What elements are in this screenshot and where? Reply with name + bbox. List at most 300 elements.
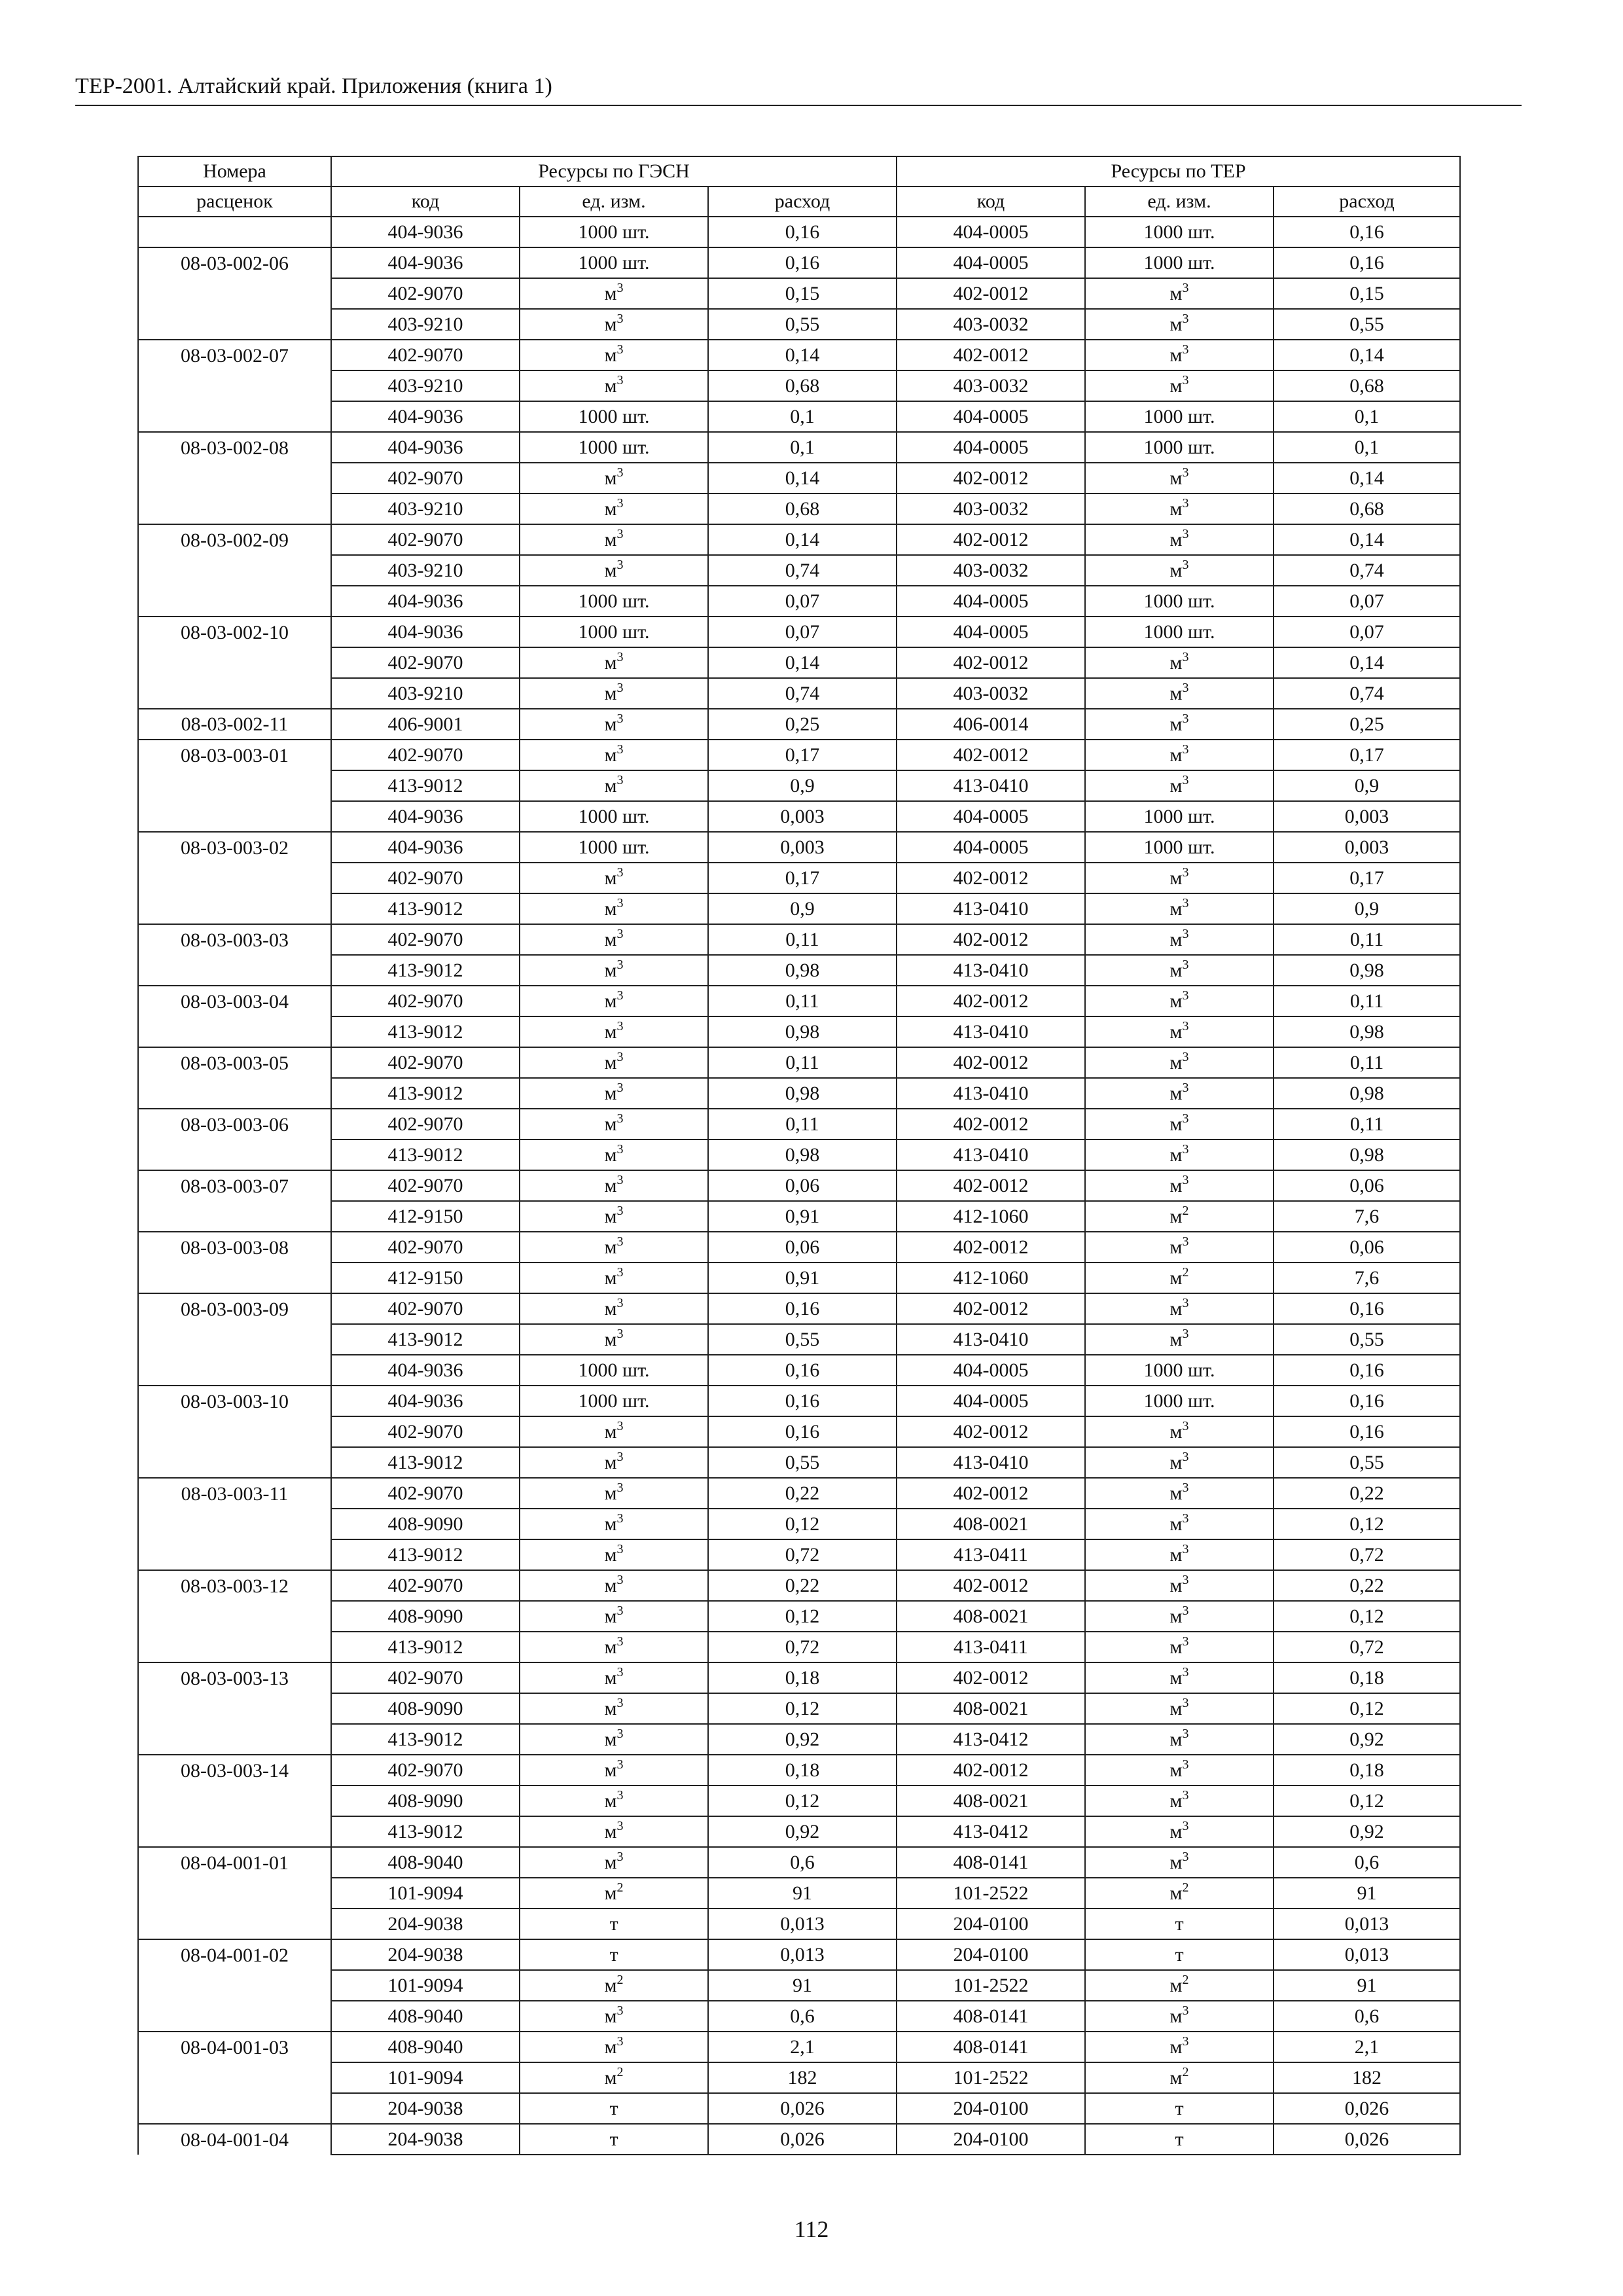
gesn-code-cell: 403-9210 xyxy=(331,678,520,709)
gesn-code-cell: 413-9012 xyxy=(331,1539,520,1570)
gesn-amount-cell: 0,6 xyxy=(708,1847,897,1878)
table-row xyxy=(138,1632,1460,1662)
unit-exponent: 3 xyxy=(1182,1019,1189,1033)
rate-number-cell: 08-03-002-11 xyxy=(138,709,331,740)
unit-exponent: 3 xyxy=(616,1573,624,1587)
unit-exponent: 3 xyxy=(616,1173,624,1187)
ter-code-cell: 402-0012 xyxy=(897,1662,1085,1693)
ter-code-cell: 403-0032 xyxy=(897,370,1085,401)
unit-exponent: 3 xyxy=(616,1327,624,1341)
gesn-unit-cell: $м^3$ xyxy=(520,1693,708,1724)
unit-exponent: 3 xyxy=(616,496,624,511)
gesn-amount-cell: 0,003 xyxy=(708,832,897,863)
ter-code-cell: 402-0012 xyxy=(897,986,1085,1016)
ter-unit-cell: $м^2$ xyxy=(1085,1201,1274,1232)
gesn-amount-cell: 0,06 xyxy=(708,1170,897,1201)
ter-code-cell: 204-0100 xyxy=(897,1939,1085,1970)
table-row xyxy=(138,432,1460,463)
ter-unit-cell: $м^3$ xyxy=(1085,1847,1274,1878)
ter-unit-cell: $м^3$ xyxy=(1085,1816,1274,1847)
gesn-amount-cell: 0,72 xyxy=(708,1539,897,1570)
col-header-ter-amount: расход xyxy=(1274,187,1460,217)
ter-unit-cell: $м^3$ xyxy=(1085,1662,1274,1693)
unit-exponent: 3 xyxy=(1182,527,1189,541)
ter-amount-cell: 0,98 xyxy=(1274,1139,1460,1170)
unit-exponent: 3 xyxy=(1182,1081,1189,1095)
gesn-amount-cell: 0,013 xyxy=(708,1939,897,1970)
ter-code-cell: 204-0100 xyxy=(897,2093,1085,2124)
rate-number-cell: 08-03-003-04 xyxy=(138,986,331,1016)
gesn-amount-cell: 0,17 xyxy=(708,740,897,770)
rate-number-cell xyxy=(138,1970,331,2001)
table-row xyxy=(138,1785,1460,1816)
ter-amount-cell: 0,17 xyxy=(1274,863,1460,893)
gesn-code-cell: 408-9040 xyxy=(331,2001,520,2032)
unit-exponent: 3 xyxy=(1182,1511,1189,1526)
gesn-unit-cell: $м^3$ xyxy=(520,893,708,924)
resource-table xyxy=(137,156,1461,2155)
ter-amount-cell: 0,16 xyxy=(1274,247,1460,278)
gesn-code-cell: 413-9012 xyxy=(331,1139,520,1170)
gesn-unit-cell: $м^3$ xyxy=(520,370,708,401)
table-row xyxy=(138,309,1460,340)
gesn-code-cell: 413-9012 xyxy=(331,1324,520,1355)
unit-exponent: 3 xyxy=(1182,1173,1189,1187)
gesn-amount-cell: 0,98 xyxy=(708,1016,897,1047)
gesn-unit-cell: $м^3$ xyxy=(520,1201,708,1232)
ter-code-cell: 402-0012 xyxy=(897,278,1085,309)
gesn-amount-cell: 91 xyxy=(708,1878,897,1909)
gesn-amount-cell: 0,026 xyxy=(708,2093,897,2124)
unit-exponent: 3 xyxy=(1182,1480,1189,1495)
ter-unit-cell: т xyxy=(1085,2124,1274,2155)
gesn-unit-cell: $м^3$ xyxy=(520,2001,708,2032)
unit-exponent: 3 xyxy=(1182,1850,1189,1864)
gesn-unit-cell: $м^3$ xyxy=(520,1047,708,1078)
rate-number-cell xyxy=(138,1878,331,1909)
gesn-unit-cell: $м^3$ xyxy=(520,1601,708,1632)
gesn-unit-cell: $м^3$ xyxy=(520,1478,708,1509)
ter-unit-cell: 1000 шт. xyxy=(1085,217,1274,247)
ter-code-cell: 406-0014 xyxy=(897,709,1085,740)
gesn-amount-cell: 0,14 xyxy=(708,340,897,370)
gesn-amount-cell: 0,07 xyxy=(708,586,897,617)
unit-exponent: 3 xyxy=(1182,742,1189,757)
unit-exponent: 3 xyxy=(616,1019,624,1033)
unit-exponent: 3 xyxy=(1182,1819,1189,1833)
gesn-unit-cell: $м^3$ xyxy=(520,1570,708,1601)
rate-number-cell: 08-03-003-05 xyxy=(138,1047,331,1078)
table-row xyxy=(138,1755,1460,1785)
ter-code-cell: 408-0021 xyxy=(897,1601,1085,1632)
unit-exponent: 3 xyxy=(616,865,624,880)
ter-amount-cell: 0,003 xyxy=(1274,832,1460,863)
unit-exponent: 3 xyxy=(1182,896,1189,910)
ter-code-cell: 402-0012 xyxy=(897,1232,1085,1263)
unit-exponent: 3 xyxy=(616,958,624,972)
rate-number-cell xyxy=(138,586,331,617)
table-row xyxy=(138,1109,1460,1139)
gesn-code-cell: 412-9150 xyxy=(331,1263,520,1293)
table-row xyxy=(138,1539,1460,1570)
gesn-unit-cell: 1000 шт. xyxy=(520,1355,708,1386)
ter-amount-cell: 0,72 xyxy=(1274,1539,1460,1570)
table-row xyxy=(138,1570,1460,1601)
table-row xyxy=(138,1816,1460,1847)
gesn-unit-cell: $м^3$ xyxy=(520,493,708,524)
rate-number-cell xyxy=(138,1785,331,1816)
rate-number-cell xyxy=(138,2001,331,2032)
group-header-ter: Ресурсы по ТЕР xyxy=(897,156,1460,187)
gesn-code-cell: 403-9210 xyxy=(331,309,520,340)
ter-code-cell: 413-0410 xyxy=(897,1139,1085,1170)
unit-exponent: 3 xyxy=(1182,1142,1189,1157)
table-row xyxy=(138,493,1460,524)
gesn-amount-cell: 0,55 xyxy=(708,1447,897,1478)
ter-amount-cell: 0,16 xyxy=(1274,1416,1460,1447)
ter-code-cell: 403-0032 xyxy=(897,555,1085,586)
gesn-amount-cell: 0,25 xyxy=(708,709,897,740)
gesn-code-cell: 408-9090 xyxy=(331,1601,520,1632)
ter-code-cell: 404-0005 xyxy=(897,617,1085,647)
ter-code-cell: 404-0005 xyxy=(897,432,1085,463)
gesn-code-cell: 404-9036 xyxy=(331,401,520,432)
ter-code-cell: 101-2522 xyxy=(897,1970,1085,2001)
rate-number-cell: 08-03-003-14 xyxy=(138,1755,331,1785)
unit-exponent: 3 xyxy=(616,1788,624,1803)
ter-unit-cell: $м^2$ xyxy=(1085,1878,1274,1909)
unit-exponent: 3 xyxy=(1182,342,1189,357)
ter-unit-cell: $м^3$ xyxy=(1085,1785,1274,1816)
rate-number-cell: 08-04-001-03 xyxy=(138,2032,331,2062)
gesn-code-cell: 402-9070 xyxy=(331,1755,520,1785)
rate-number-cell xyxy=(138,1509,331,1539)
ter-unit-cell: $м^3$ xyxy=(1085,1539,1274,1570)
rate-number-cell xyxy=(138,955,331,986)
unit-exponent: 3 xyxy=(616,281,624,295)
gesn-amount-cell: 91 xyxy=(708,1970,897,2001)
unit-exponent: 3 xyxy=(1182,1665,1189,1679)
unit-exponent: 3 xyxy=(616,1204,624,1218)
table-row xyxy=(138,1232,1460,1263)
unit-exponent: 3 xyxy=(616,988,624,1003)
ter-unit-cell: $м^3$ xyxy=(1085,1170,1274,1201)
ter-amount-cell: 0,06 xyxy=(1274,1170,1460,1201)
gesn-code-cell: 402-9070 xyxy=(331,1662,520,1693)
table-row xyxy=(138,2001,1460,2032)
rate-number-cell: 08-04-001-02 xyxy=(138,1939,331,1970)
gesn-unit-cell: $м^3$ xyxy=(520,1785,708,1816)
ter-amount-cell: 0,98 xyxy=(1274,1016,1460,1047)
gesn-amount-cell: 0,98 xyxy=(708,1078,897,1109)
gesn-amount-cell: 0,16 xyxy=(708,1416,897,1447)
ter-unit-cell: $м^3$ xyxy=(1085,1293,1274,1324)
unit-exponent: 3 xyxy=(616,681,624,695)
gesn-unit-cell: т xyxy=(520,1939,708,1970)
unit-exponent: 3 xyxy=(1182,1727,1189,1741)
ter-code-cell: 403-0032 xyxy=(897,678,1085,709)
rate-number-cell: 08-03-003-10 xyxy=(138,1386,331,1416)
gesn-code-cell: 402-9070 xyxy=(331,986,520,1016)
ter-code-cell: 413-0411 xyxy=(897,1539,1085,1570)
gesn-code-cell: 402-9070 xyxy=(331,1232,520,1263)
ter-unit-cell: 1000 шт. xyxy=(1085,801,1274,832)
gesn-unit-cell: $м^3$ xyxy=(520,278,708,309)
table-row xyxy=(138,1355,1460,1386)
ter-amount-cell: 0,9 xyxy=(1274,893,1460,924)
ter-amount-cell: 0,013 xyxy=(1274,1909,1460,1939)
gesn-unit-cell: т xyxy=(520,2093,708,2124)
ter-unit-cell: 1000 шт. xyxy=(1085,432,1274,463)
ter-unit-cell: $м^3$ xyxy=(1085,555,1274,586)
table-row xyxy=(138,1139,1460,1170)
ter-code-cell: 402-0012 xyxy=(897,1293,1085,1324)
col-header-number-line1: Номера xyxy=(138,156,331,187)
rate-number-cell xyxy=(138,678,331,709)
ter-code-cell: 402-0012 xyxy=(897,647,1085,678)
ter-code-cell: 408-0021 xyxy=(897,1693,1085,1724)
ter-code-cell: 403-0032 xyxy=(897,309,1085,340)
ter-amount-cell: 0,25 xyxy=(1274,709,1460,740)
ter-code-cell: 402-0012 xyxy=(897,1047,1085,1078)
unit-exponent: 3 xyxy=(616,1296,624,1310)
ter-code-cell: 408-0141 xyxy=(897,2001,1085,2032)
ter-unit-cell: 1000 шт. xyxy=(1085,1355,1274,1386)
table-row xyxy=(138,247,1460,278)
gesn-amount-cell: 0,9 xyxy=(708,770,897,801)
ter-amount-cell: 0,92 xyxy=(1274,1724,1460,1755)
gesn-unit-cell: $м^2$ xyxy=(520,1878,708,1909)
rate-number-cell: 08-04-001-01 xyxy=(138,1847,331,1878)
ter-code-cell: 403-0032 xyxy=(897,493,1085,524)
ter-amount-cell: 0,12 xyxy=(1274,1693,1460,1724)
rate-number-cell xyxy=(138,1816,331,1847)
rate-number-cell xyxy=(138,647,331,678)
unit-exponent: 3 xyxy=(1182,1604,1189,1618)
unit-exponent: 2 xyxy=(1182,1265,1189,1280)
ter-code-cell: 404-0005 xyxy=(897,401,1085,432)
gesn-amount-cell: 0,68 xyxy=(708,370,897,401)
ter-code-cell: 404-0005 xyxy=(897,1386,1085,1416)
gesn-unit-cell: $м^3$ xyxy=(520,924,708,955)
gesn-code-cell: 204-9038 xyxy=(331,2093,520,2124)
table-row xyxy=(138,2093,1460,2124)
gesn-unit-cell: $м^3$ xyxy=(520,555,708,586)
gesn-unit-cell: $м^3$ xyxy=(520,1139,708,1170)
ter-code-cell: 404-0005 xyxy=(897,586,1085,617)
ter-code-cell: 413-0410 xyxy=(897,1016,1085,1047)
ter-amount-cell: 2,1 xyxy=(1274,2032,1460,2062)
ter-amount-cell: 0,92 xyxy=(1274,1816,1460,1847)
ter-code-cell: 404-0005 xyxy=(897,1355,1085,1386)
ter-amount-cell: 0,013 xyxy=(1274,1939,1460,1970)
rate-number-cell: 08-03-003-13 xyxy=(138,1662,331,1693)
unit-exponent: 3 xyxy=(1182,711,1189,726)
ter-amount-cell: 91 xyxy=(1274,1878,1460,1909)
gesn-amount-cell: 0,17 xyxy=(708,863,897,893)
gesn-amount-cell: 0,11 xyxy=(708,924,897,955)
gesn-code-cell: 403-9210 xyxy=(331,370,520,401)
table-row xyxy=(138,2032,1460,2062)
ter-code-cell: 413-0411 xyxy=(897,1632,1085,1662)
rate-number-cell: 08-03-003-01 xyxy=(138,740,331,770)
rate-number-cell: 08-03-003-07 xyxy=(138,1170,331,1201)
unit-exponent: 3 xyxy=(1182,1234,1189,1249)
ter-unit-cell: $м^2$ xyxy=(1085,1970,1274,2001)
gesn-amount-cell: 0,11 xyxy=(708,986,897,1016)
rate-number-cell xyxy=(138,309,331,340)
gesn-amount-cell: 0,003 xyxy=(708,801,897,832)
unit-exponent: 2 xyxy=(1182,1204,1189,1218)
ter-amount-cell: 0,1 xyxy=(1274,432,1460,463)
table-row xyxy=(138,2062,1460,2093)
ter-code-cell: 413-0410 xyxy=(897,1447,1085,1478)
gesn-unit-cell: $м^3$ xyxy=(520,340,708,370)
gesn-amount-cell: 0,16 xyxy=(708,247,897,278)
ter-unit-cell: т xyxy=(1085,2093,1274,2124)
ter-amount-cell: 0,98 xyxy=(1274,955,1460,986)
ter-amount-cell: 0,026 xyxy=(1274,2093,1460,2124)
gesn-code-cell: 404-9036 xyxy=(331,1386,520,1416)
gesn-unit-cell: $м^3$ xyxy=(520,1416,708,1447)
unit-exponent: 2 xyxy=(616,1880,624,1895)
col-header-ter-unit: ед. изм. xyxy=(1085,187,1274,217)
ter-unit-cell: $м^3$ xyxy=(1085,1601,1274,1632)
ter-unit-cell: $м^3$ xyxy=(1085,1047,1274,1078)
gesn-code-cell: 413-9012 xyxy=(331,1078,520,1109)
table-row xyxy=(138,955,1460,986)
unit-exponent: 3 xyxy=(1182,958,1189,972)
gesn-amount-cell: 0,15 xyxy=(708,278,897,309)
unit-exponent: 3 xyxy=(616,1111,624,1126)
gesn-code-cell: 404-9036 xyxy=(331,1355,520,1386)
gesn-amount-cell: 0,013 xyxy=(708,1909,897,1939)
ter-amount-cell: 0,9 xyxy=(1274,770,1460,801)
unit-exponent: 3 xyxy=(1182,1419,1189,1433)
ter-code-cell: 402-0012 xyxy=(897,1570,1085,1601)
unit-exponent: 3 xyxy=(1182,650,1189,664)
gesn-amount-cell: 0,16 xyxy=(708,1293,897,1324)
unit-exponent: 3 xyxy=(1182,988,1189,1003)
gesn-unit-cell: $м^3$ xyxy=(520,1847,708,1878)
rate-number-cell: 08-03-002-10 xyxy=(138,617,331,647)
ter-code-cell: 413-0410 xyxy=(897,893,1085,924)
ter-amount-cell: 0,11 xyxy=(1274,986,1460,1016)
rate-number-cell xyxy=(138,1601,331,1632)
unit-exponent: 3 xyxy=(1182,773,1189,787)
gesn-code-cell: 402-9070 xyxy=(331,278,520,309)
ter-unit-cell: $м^3$ xyxy=(1085,493,1274,524)
gesn-code-cell: 402-9070 xyxy=(331,1109,520,1139)
unit-exponent: 3 xyxy=(616,342,624,357)
rate-number-cell: 08-03-002-06 xyxy=(138,247,331,278)
table-row xyxy=(138,278,1460,309)
table-row xyxy=(138,1016,1460,1047)
gesn-amount-cell: 0,12 xyxy=(708,1509,897,1539)
rate-number-cell: 08-03-003-09 xyxy=(138,1293,331,1324)
table-row xyxy=(138,524,1460,555)
gesn-code-cell: 408-9090 xyxy=(331,1785,520,1816)
unit-exponent: 3 xyxy=(1182,465,1189,480)
gesn-unit-cell: 1000 шт. xyxy=(520,832,708,863)
unit-exponent: 3 xyxy=(1182,681,1189,695)
gesn-amount-cell: 0,14 xyxy=(708,524,897,555)
gesn-code-cell: 101-9094 xyxy=(331,2062,520,2093)
gesn-unit-cell: $м^3$ xyxy=(520,1816,708,1847)
unit-exponent: 2 xyxy=(616,1973,624,1987)
gesn-code-cell: 403-9210 xyxy=(331,493,520,524)
gesn-amount-cell: 0,22 xyxy=(708,1478,897,1509)
gesn-code-cell: 204-9038 xyxy=(331,1909,520,1939)
table-row xyxy=(138,801,1460,832)
ter-code-cell: 408-0021 xyxy=(897,1509,1085,1539)
table-row xyxy=(138,647,1460,678)
gesn-amount-cell: 0,98 xyxy=(708,1139,897,1170)
table-row xyxy=(138,678,1460,709)
table-body xyxy=(138,217,1460,2155)
ter-code-cell: 413-0410 xyxy=(897,955,1085,986)
ter-unit-cell: $м^3$ xyxy=(1085,1139,1274,1170)
gesn-code-cell: 403-9210 xyxy=(331,555,520,586)
rate-number-cell xyxy=(138,2093,331,2124)
gesn-amount-cell: 0,12 xyxy=(708,1693,897,1724)
table-row xyxy=(138,401,1460,432)
rate-number-cell: 08-03-002-08 xyxy=(138,432,331,463)
table-row xyxy=(138,1293,1460,1324)
unit-exponent: 3 xyxy=(1182,1327,1189,1341)
gesn-amount-cell: 0,11 xyxy=(708,1047,897,1078)
gesn-code-cell: 404-9036 xyxy=(331,586,520,617)
ter-code-cell: 402-0012 xyxy=(897,1170,1085,1201)
ter-amount-cell: 0,11 xyxy=(1274,1047,1460,1078)
table-row xyxy=(138,340,1460,370)
col-header-ter-code: код xyxy=(897,187,1085,217)
gesn-amount-cell: 2,1 xyxy=(708,2032,897,2062)
gesn-amount-cell: 0,026 xyxy=(708,2124,897,2155)
table-row xyxy=(138,555,1460,586)
gesn-amount-cell: 0,14 xyxy=(708,463,897,493)
gesn-unit-cell: 1000 шт. xyxy=(520,217,708,247)
gesn-amount-cell: 0,06 xyxy=(708,1232,897,1263)
unit-exponent: 3 xyxy=(616,1819,624,1833)
gesn-unit-cell: $м^3$ xyxy=(520,1724,708,1755)
table-row xyxy=(138,1724,1460,1755)
ter-unit-cell: $м^3$ xyxy=(1085,1447,1274,1478)
table-row xyxy=(138,1847,1460,1878)
rate-number-cell xyxy=(138,1139,331,1170)
table-row xyxy=(138,1263,1460,1293)
ter-code-cell: 402-0012 xyxy=(897,740,1085,770)
gesn-code-cell: 402-9070 xyxy=(331,1570,520,1601)
table-row xyxy=(138,1416,1460,1447)
gesn-amount-cell: 0,9 xyxy=(708,893,897,924)
table-row xyxy=(138,1478,1460,1509)
ter-code-cell: 101-2522 xyxy=(897,2062,1085,2093)
ter-amount-cell: 0,18 xyxy=(1274,1755,1460,1785)
ter-unit-cell: $м^3$ xyxy=(1085,709,1274,740)
unit-exponent: 3 xyxy=(1182,1573,1189,1587)
rate-number-cell xyxy=(138,1355,331,1386)
gesn-unit-cell: $м^3$ xyxy=(520,863,708,893)
ter-code-cell: 402-0012 xyxy=(897,340,1085,370)
gesn-unit-cell: $м^3$ xyxy=(520,2032,708,2062)
ter-code-cell: 404-0005 xyxy=(897,247,1085,278)
gesn-amount-cell: 0,91 xyxy=(708,1263,897,1293)
table-row xyxy=(138,1447,1460,1478)
unit-exponent: 3 xyxy=(616,742,624,757)
table-row xyxy=(138,709,1460,740)
gesn-code-cell: 402-9070 xyxy=(331,1478,520,1509)
